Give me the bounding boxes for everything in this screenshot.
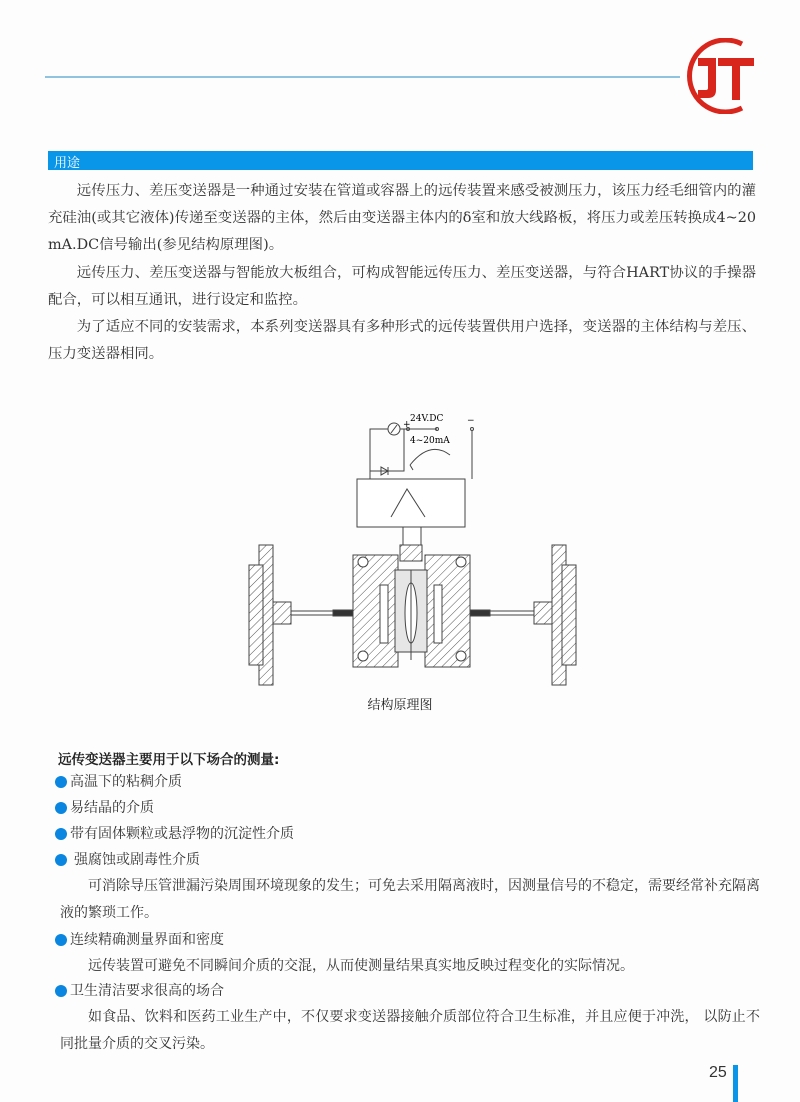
- diagram-caption: 结构原理图: [367, 698, 433, 713]
- bullet-icon: [55, 802, 67, 814]
- list-item-label: 强腐蚀或剧毒性介质: [74, 852, 200, 868]
- minus-label: −: [467, 416, 475, 426]
- page-number-bar: [733, 1065, 738, 1102]
- list-item: [55, 772, 182, 792]
- list-item-label: 带有固体颗粒或悬浮物的沉淀性介质: [70, 826, 294, 842]
- list-item: [55, 824, 294, 844]
- list-item-label: 高温下的粘稠介质: [70, 774, 182, 790]
- plus-label: +: [403, 420, 411, 430]
- list-item-label: 易结晶的介质: [70, 800, 154, 816]
- bullet-icon: [55, 934, 67, 946]
- company-logo: [680, 38, 760, 114]
- current-range-label: 4~20mA: [410, 436, 450, 446]
- list-item-detail: 可消除导压管泄漏污染周围环境现象的发生；可免去采用隔离液时，因测量信号的不稳定，需要经常补充隔离液的繁琐工作。: [60, 878, 760, 921]
- bullet-icon: [55, 828, 67, 840]
- list-item: [55, 798, 154, 818]
- list-item-label: 卫生清洁要求很高的场合: [70, 983, 224, 999]
- supply-voltage-label: 24V.DC: [410, 414, 444, 424]
- applications-heading: 远传变送器主要用于以下场合的测量:: [58, 752, 280, 768]
- bullet-icon: [55, 854, 67, 866]
- intro-paragraph-2: 远传压力、差压变送器与智能放大板组合，可构成智能远传压力、差压变送器，与符合HART协议的手操器配合，可以相互通讯，进行设定和监控。: [48, 265, 756, 308]
- header-rule: [45, 76, 680, 78]
- list-item: [55, 850, 200, 870]
- list-item: [55, 981, 224, 1001]
- list-item: [55, 930, 224, 950]
- section-title: 用途: [54, 156, 81, 171]
- bullet-icon: [55, 985, 67, 997]
- section-header: [48, 151, 753, 170]
- list-item-label: 连续精确测量界面和密度: [70, 932, 224, 948]
- structure-diagram: [245, 405, 580, 690]
- page-number: 25: [709, 1064, 727, 1081]
- list-item-detail: 远传装置可避免不同瞬间介质的交混，从而使测量结果真实地反映过程变化的实际情况。: [88, 958, 634, 974]
- intro-paragraph-1: 远传压力、差压变送器是一种通过安装在管道或容器上的远传装置来感受被测压力，该压力经毛细管内的灌充硅油(或其它液体)传递至变送器的主体，然后由变送器主体内的δ室和放大线路板，将压力或差压转换成4~20 mA.DC信号输出(参见结构原理图)。: [48, 183, 756, 253]
- list-item-detail: 如食品、饮料和医药工业生产中，不仅要求变送器接触介质部位符合卫生标准，并且应便于冲洗， 以防止不同批量介质的交叉污染。: [60, 1009, 760, 1052]
- intro-paragraph-3: 为了适应不同的安装需求，本系列变送器具有多种形式的远传装置供用户选择，变送器的主体结构与差压、压力变送器相同。: [48, 319, 756, 362]
- bullet-icon: [55, 776, 67, 788]
